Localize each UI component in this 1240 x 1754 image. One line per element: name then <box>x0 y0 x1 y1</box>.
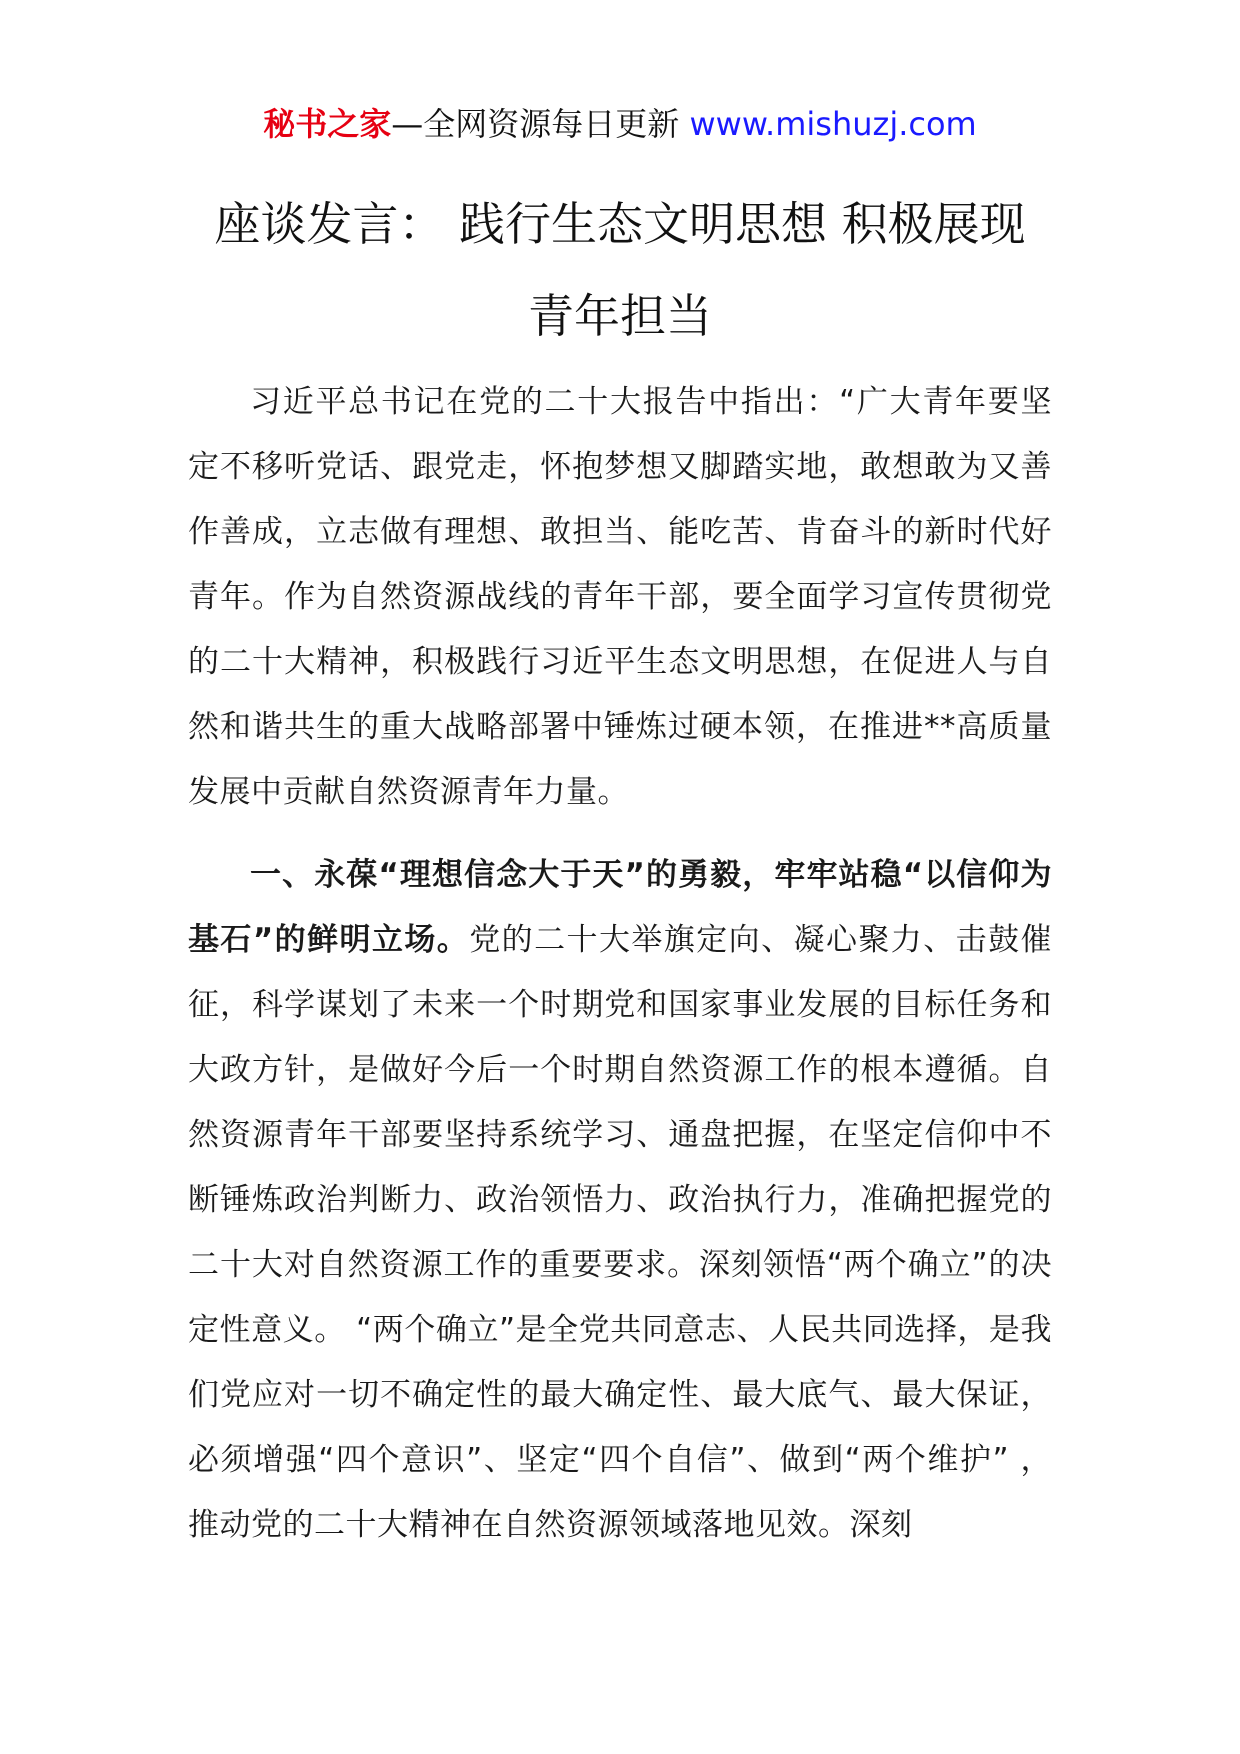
brand-name: 秘书之家 <box>263 105 392 143</box>
title-line-2: 青年担当 <box>528 289 712 343</box>
intro-paragraph: 习近平总书记在党的二十大报告中指出：“广大青年要坚定不移听党话、跟党走，怀抱梦想又脚踏实地，敢想敢为又善作善成，立志做有理想、敢担当、能吃苦、肯奋斗的新时代好青年。作为自然资源战线的青年干部，要全面学习宣传贯彻党的二十大精神，积极践行习近平生态文明思想，在促进人与自然和谐共生的重大战略部署中锤炼过硬本领，在推进**高质量发展中贡献自然资源青年力量。 <box>188 384 1052 810</box>
watermark-header <box>0 100 1240 148</box>
site-url-link[interactable]: www.mishuzj.com <box>689 105 977 143</box>
section-1-heading: 一、永葆“理想信念大于天”的勇毅，牢牢站稳“以信仰为基石”的鲜明立场。 <box>188 857 1052 958</box>
document-body <box>188 370 1052 1558</box>
section-1-body: 党的二十大举旗定向、凝心聚力、击鼓催征，科学谋划了未来一个时期党和国家事业发展的目标任务和大政方针，是做好今后一个时期自然资源工作的根本遵循。自然资源青年干部要坚持系统学习、通盘把握，在坚定信仰中不断锤炼政治判断力、政治领悟力、政治执行力，准确把握党的二十大对自然资源工作的重要要求。深刻领悟“两个确立”的决定性意义。 “两个确立”是全党共同意志、人民共同选择，是我们党应对一切不确定性的最大确定性、最大底气、最大保证，必须增强“四个意识”、坚定“四个自信”、做到“两个维护” ，推动党的二十大精神在自然资源领域落地见效。深刻 <box>188 922 1053 1543</box>
document-title <box>0 178 1240 362</box>
section-1-paragraph <box>188 843 1052 1558</box>
title-line-1: 座谈发言： 践行生态文明思想 积极展现 <box>214 197 1026 251</box>
header-tagline: —全网资源每日更新 <box>391 105 680 143</box>
